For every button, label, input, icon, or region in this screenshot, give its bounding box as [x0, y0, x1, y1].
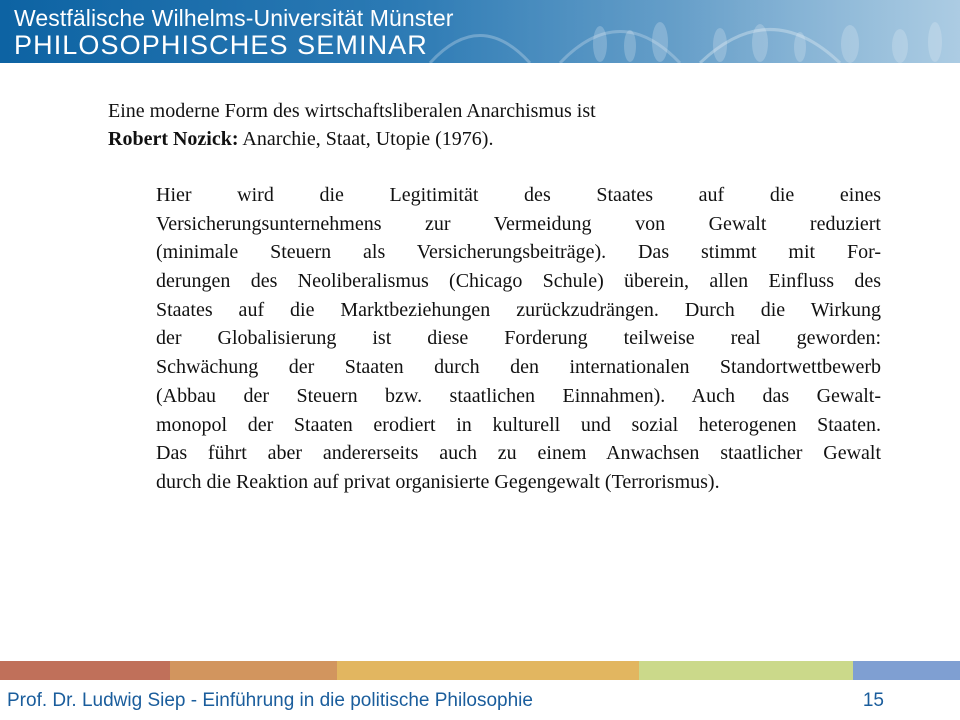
body-line: monopol der Staaten erodiert in kulturell und sozial heterogenen Staaten.	[156, 413, 881, 436]
body-line: Staates auf die Marktbeziehungen zurückzudrängen. Durch die Wirkung	[156, 298, 881, 321]
stripe-segment	[0, 661, 170, 680]
stripe-segment	[337, 661, 639, 680]
stripe-segment	[170, 661, 337, 680]
header-banner	[0, 0, 960, 63]
seminar-name: PHILOSOPHISCHES SEMINAR	[14, 30, 428, 60]
stripe-segment	[639, 661, 853, 680]
intro-line-2	[108, 125, 868, 153]
university-name: Westfälische Wilhelms-Universität Münster	[14, 5, 454, 31]
body-line: durch die Reaktion auf privat organisierte Gegengewalt (Terrorismus).	[156, 470, 720, 493]
body-line: derungen des Neoliberalismus (Chicago Schule) überein, allen Einfluss des	[156, 270, 881, 293]
intro-text	[108, 97, 868, 153]
body-line: der Globalisierung ist diese Forderung teilweise real geworden:	[156, 327, 881, 350]
intro-author: Robert Nozick:	[108, 128, 239, 150]
page-number: 15	[862, 690, 884, 711]
body-line: (Abbau der Steuern bzw. staatlichen Einnahmen). Auch das Gewalt-	[156, 384, 881, 407]
body-line: Schwächung der Staaten durch den internationalen Standortwettbewerb	[156, 356, 881, 379]
color-stripe	[0, 661, 960, 680]
intro-work-title: Anarchie, Staat, Utopie (1976).	[238, 128, 494, 150]
body-line: Hier wird die Legitimität des Staates auf die eines	[156, 184, 881, 206]
body-line: Versicherungsunternehmens zur Vermeidung von Gewalt reduziert	[156, 212, 881, 235]
body-line: Das führt aber andererseits auch zu einem Anwachsen staatlicher Gewalt	[156, 442, 881, 465]
stripe-segment	[853, 661, 960, 680]
footer-author: Prof. Dr. Ludwig Siep - Einführung in die politische Philosophie	[7, 690, 533, 711]
body-paragraph	[156, 181, 881, 497]
body-line: (minimale Steuern als Versicherungsbeiträge). Das stimmt mit For-	[156, 241, 881, 264]
intro-line-1: Eine moderne Form des wirtschaftsliberalen Anarchismus ist	[108, 100, 596, 122]
